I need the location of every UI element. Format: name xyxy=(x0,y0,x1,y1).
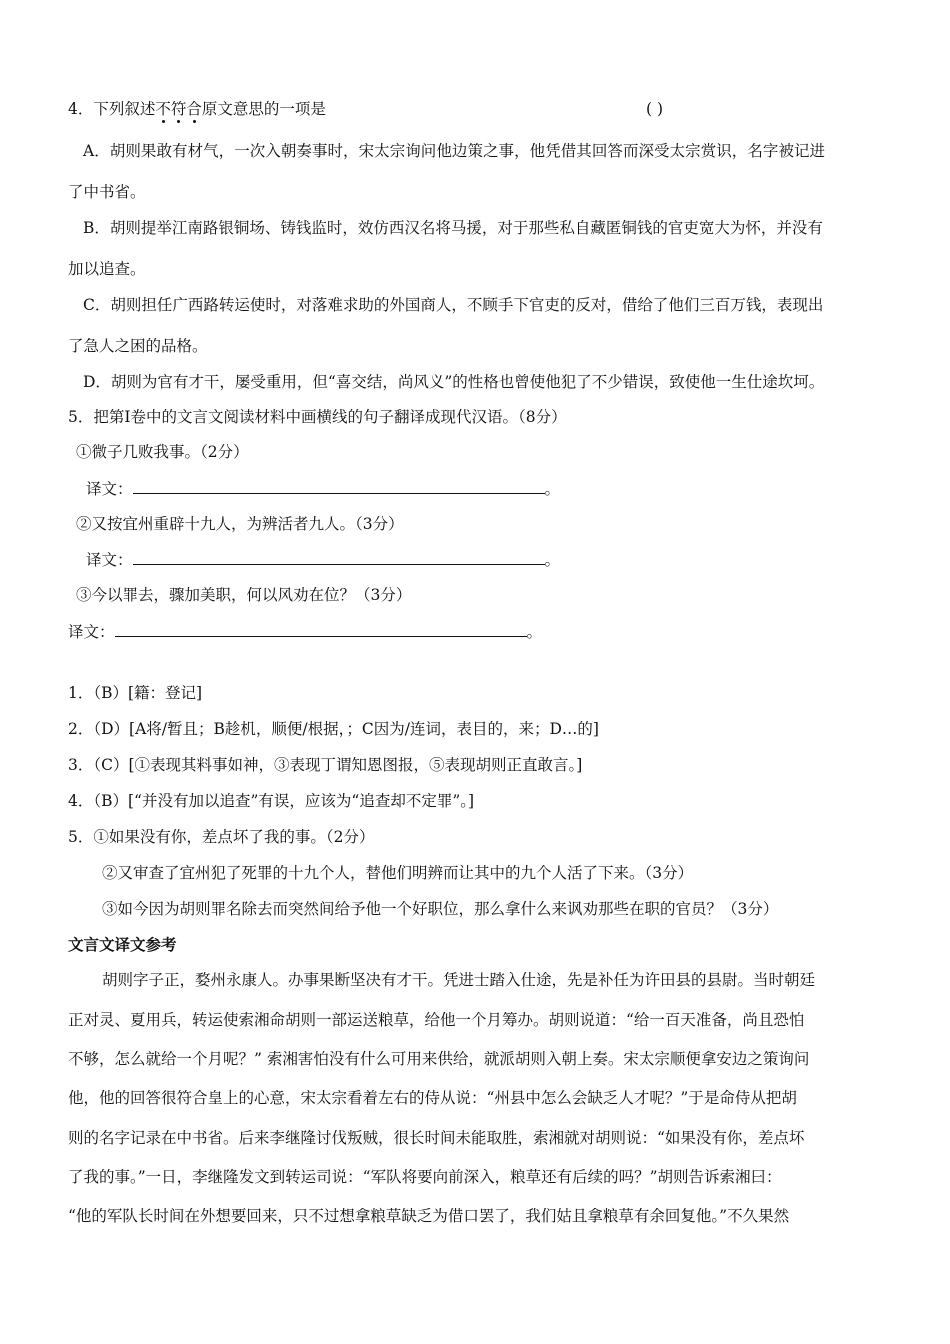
translation-input-2[interactable] xyxy=(133,550,545,565)
reference-line: 则的名字记录在中书省。后来李继隆讨伐叛贼，很长时间未能取胜，索湘就对胡则说：“如果没有你，差点坏 xyxy=(68,1129,805,1147)
reference-line: 正对灵、夏用兵，转运使索湘命胡则一部运送粮草，给他一个月筹办。胡则说道：“给一百天准备，尚且恐怕 xyxy=(68,1011,805,1029)
translation-input-3[interactable] xyxy=(115,622,527,637)
emphasis-char: 符 xyxy=(170,100,187,118)
translation-line-1 xyxy=(86,479,560,499)
question-4-stem xyxy=(68,99,326,119)
reference-heading: 文言文译文参考 xyxy=(68,936,177,954)
translation-end: 。 xyxy=(544,480,561,498)
option-d-line-1: D．胡则为官有才干，屡受重用，但“喜交结，尚风义”的性格也曾使他犯了不少错误，致使他一生仕途坎坷。 xyxy=(83,373,825,391)
option-c-line-2: 了急人之困的品格。 xyxy=(68,337,208,355)
translation-end: 。 xyxy=(526,623,543,641)
question-5-stem: 5．把第Ⅰ卷中的文言文阅读材料中画横线的句子翻译成现代汉语。（8分） xyxy=(68,408,567,426)
answer-5-1: 5．①如果没有你，差点坏了我的事。（2分） xyxy=(68,828,375,846)
answer-5-3: ③如今因为胡则罪名除去而突然间给予他一个好职位，那么拿什么来讽劝那些在职的官员？（3分） xyxy=(102,900,779,918)
answer-3: 3．（C）[①表现其料事如神，③表现丁谓知恩图报，⑤表现胡则正直敢言。] xyxy=(68,756,583,774)
translation-label: 译文： xyxy=(86,551,133,569)
reference-line: 他，他的回答很符合皇上的心意，宋太宗看着左右的侍从说：“州县中怎么会缺乏人才呢？”于是命侍从把胡 xyxy=(68,1089,797,1107)
option-a-line-2: 了中书省。 xyxy=(68,183,146,201)
answer-5-2: ②又审查了宜州犯了死罪的十九个人，替他们明辨而让其中的九个人活了下来。（3分） xyxy=(102,864,694,882)
reference-line: 了我的事。”一日，李继隆发文到转运司说：“军队将要向前深入，粮草还有后续的吗？”胡则告诉索湘曰： xyxy=(68,1168,782,1186)
option-b-line-1: B．胡则提举江南路银铜场、铸钱监时，效仿西汉名将马援，对于那些私自藏匿铜钱的官吏宽大为怀，并没有 xyxy=(83,219,823,237)
translation-label: 译文： xyxy=(68,623,115,641)
translation-line-2 xyxy=(86,550,560,570)
answer-2: 2．（D）[A将/暂且；B趁机，顺便/根据，；C因为/连词，表目的，来；D…的] xyxy=(68,720,599,738)
sentence-3: ③今以罪去，骤加美职，何以风劝在位？（3分） xyxy=(76,586,412,604)
question-4-stem-post: 原文意思的一项是 xyxy=(201,100,326,118)
answer-4: 4．（B）[“并没有加以追查”有误，应该为“追查却不定罪”。] xyxy=(68,792,475,810)
sentence-2: ②又按宜州重辟十九人，为辨活者九人。（3分） xyxy=(76,515,404,533)
reference-line: 不够，怎么就给一个月呢？” 索湘害怕没有什么可用来供给，就派胡则入朝上奏。宋太宗顺便拿安边之策询问 xyxy=(68,1050,810,1068)
option-c-line-1: C．胡则担任广西路转运使时，对落难求助的外国商人，不顾手下官吏的反对，借给了他们三百万钱，表现出 xyxy=(83,296,824,314)
reference-line: 胡则字子正，婺州永康人。办事果断坚决有才干。凭进士踏入仕途，先是补任为许田县的县尉。当时朝廷 xyxy=(102,971,816,989)
reference-line: “他的军队长时间在外想要回来，只不过想拿粮草缺乏为借口罢了，我们姑且拿粮草有余回复他。”不久果然 xyxy=(68,1207,790,1225)
answer-1: 1．（B）[籍：登记] xyxy=(68,684,203,702)
sentence-1: ①微子几败我事。（2分） xyxy=(76,443,249,461)
option-b-line-2: 加以追查。 xyxy=(68,260,146,278)
emphasis-char: 合 xyxy=(186,100,202,118)
answer-paren: ( ) xyxy=(646,100,664,118)
emphasis-char: 不 xyxy=(155,100,171,118)
question-4-stem-pre: 4．下列叙述 xyxy=(68,100,156,118)
translation-end: 。 xyxy=(544,551,561,569)
option-a-line-1: A．胡则果敢有材气，一次入朝奏事时，宋太宗询问他边策之事，他凭借其回答而深受太宗赏识，名字被记进 xyxy=(83,142,826,160)
translation-line-3 xyxy=(68,622,542,642)
translation-input-1[interactable] xyxy=(133,479,545,494)
translation-label: 译文： xyxy=(86,480,133,498)
